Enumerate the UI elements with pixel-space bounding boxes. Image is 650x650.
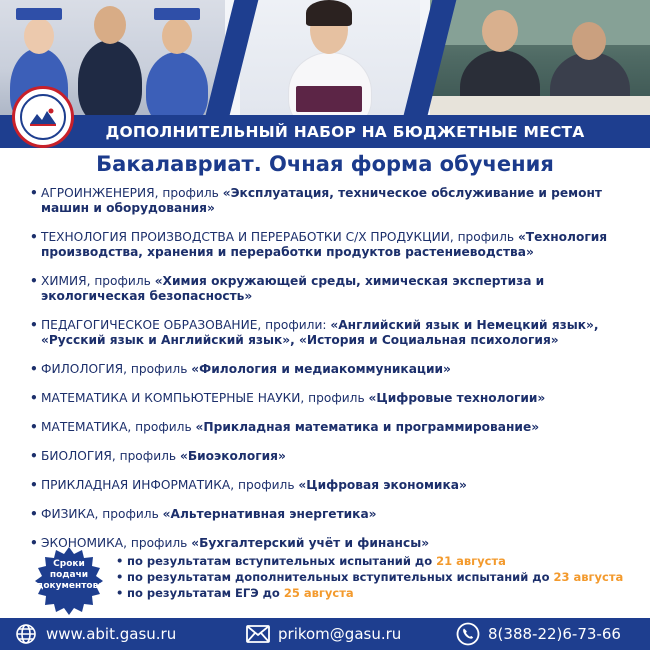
- deadline-date: 25 августа: [283, 586, 354, 600]
- deadline-item: [116, 569, 623, 585]
- page-title: ДОПОЛНИТЕЛЬНЫЙ НАБОР НА БЮДЖЕТНЫЕ МЕСТА: [105, 122, 585, 141]
- title-bar: [0, 115, 650, 148]
- program-name: ПЕДАГОГИЧЕСКОЕ ОБРАЗОВАНИЕ: [41, 318, 258, 332]
- program-item: [30, 318, 630, 348]
- program-connector: , профиль: [127, 420, 196, 434]
- program-item: [30, 420, 630, 435]
- program-name: ФИЛОЛОГИЯ: [41, 362, 124, 376]
- website-link[interactable]: [14, 618, 176, 650]
- program-connector: , профиль: [111, 449, 180, 463]
- email-link[interactable]: [246, 618, 401, 650]
- badge-line: подачи: [49, 570, 89, 580]
- badge-text: [34, 559, 104, 592]
- program-name: ТЕХНОЛОГИЯ ПРОИЗВОДСТВА И ПЕРЕРАБОТКИ С/Х ПРОДУКЦИИ: [41, 230, 450, 244]
- photo-woman-with-book: [240, 0, 420, 115]
- program-connector: , профиль: [123, 536, 192, 550]
- photo-students-classroom: [430, 0, 650, 115]
- deadline-badge: [34, 546, 104, 616]
- envelope-icon: [246, 622, 270, 646]
- program-profile: «Эксплуатация, техническое обслуживание и ремонт машин и оборудования»: [41, 186, 602, 215]
- program-connector: , профиль: [230, 478, 299, 492]
- deadline-text: по результатам дополнительных вступительных испытаний до: [127, 570, 554, 584]
- phone-icon: [456, 622, 480, 646]
- program-item: [30, 186, 630, 216]
- page-subtitle: Бакалавриат. Очная форма обучения: [96, 152, 554, 176]
- program-profile: «Цифровые технологии»: [368, 391, 546, 405]
- program-profile: «Химия окружающей среды, химическая экспертиза и экологическая безопасность»: [41, 274, 545, 303]
- program-name: ЭКОНОМИКА: [41, 536, 124, 550]
- program-item: [30, 536, 630, 551]
- program-name: МАТЕМАТИКА: [41, 420, 128, 434]
- deadline-text: по результатам вступительных испытаний до: [127, 554, 437, 568]
- badge-line: Сроки: [53, 559, 85, 569]
- program-item: [30, 274, 630, 304]
- badge-line: документов:: [36, 581, 102, 591]
- program-connector: , профиль: [123, 362, 192, 376]
- university-logo: [12, 86, 74, 148]
- deadline-item: [116, 585, 623, 601]
- program-connector: , профили:: [257, 318, 331, 332]
- program-profile: «Прикладная математика и программирование»: [195, 420, 540, 434]
- program-item: [30, 230, 630, 260]
- email-text: prikom@gasu.ru: [278, 625, 402, 643]
- program-connector: , профиль: [94, 507, 163, 521]
- program-profile: «Филология и медиакоммуникации»: [191, 362, 451, 376]
- program-name: МАТЕМАТИКА И КОМПЬЮТЕРНЫЕ НАУКИ: [41, 391, 301, 405]
- deadline-text: по результатам ЕГЭ до: [127, 586, 284, 600]
- footer-bar: [0, 618, 650, 650]
- program-item: [30, 449, 630, 464]
- program-profile: «Бухгалтерский учёт и финансы»: [191, 536, 430, 550]
- program-name: АГРОИНЖЕНЕРИЯ: [41, 186, 155, 200]
- program-connector: , профиль: [449, 230, 518, 244]
- program-profile: «Цифровая экономика»: [298, 478, 467, 492]
- program-name: ФИЗИКА: [41, 507, 95, 521]
- program-item: [30, 507, 630, 522]
- program-profile: «Альтернативная энергетика»: [162, 507, 377, 521]
- logo-emblem-ring: [20, 94, 66, 140]
- program-profile: «Биоэкология»: [179, 449, 286, 463]
- deadline-date: 21 августа: [436, 554, 506, 568]
- globe-icon: [14, 622, 38, 646]
- program-item: [30, 391, 630, 406]
- deadline-item: [116, 553, 623, 569]
- header-photo-band: [0, 0, 650, 115]
- program-profile: «Английский язык и Немецкий язык», «Русский язык и Английский язык», «История и Социальная психология»: [41, 318, 599, 347]
- program-name: ХИМИЯ: [41, 274, 87, 288]
- program-name: ПРИКЛАДНАЯ ИНФОРМАТИКА: [41, 478, 231, 492]
- program-item: [30, 478, 630, 493]
- deadline-date: 23 августа: [553, 570, 624, 584]
- logo-emblem-icon: [28, 106, 58, 128]
- deadline-list: [116, 553, 623, 601]
- phone-text: 8(388-22)6-73-66: [488, 625, 621, 643]
- program-profile: «Технология производства, хранения и переработки продуктов растениеводства»: [41, 230, 608, 259]
- phone-link[interactable]: [456, 618, 621, 650]
- program-connector: , профиль: [154, 186, 223, 200]
- program-connector: , профиль: [300, 391, 369, 405]
- program-name: БИОЛОГИЯ: [41, 449, 112, 463]
- website-text: www.abit.gasu.ru: [46, 625, 177, 643]
- program-list: [30, 186, 630, 551]
- program-connector: , профиль: [86, 274, 155, 288]
- program-item: [30, 362, 630, 377]
